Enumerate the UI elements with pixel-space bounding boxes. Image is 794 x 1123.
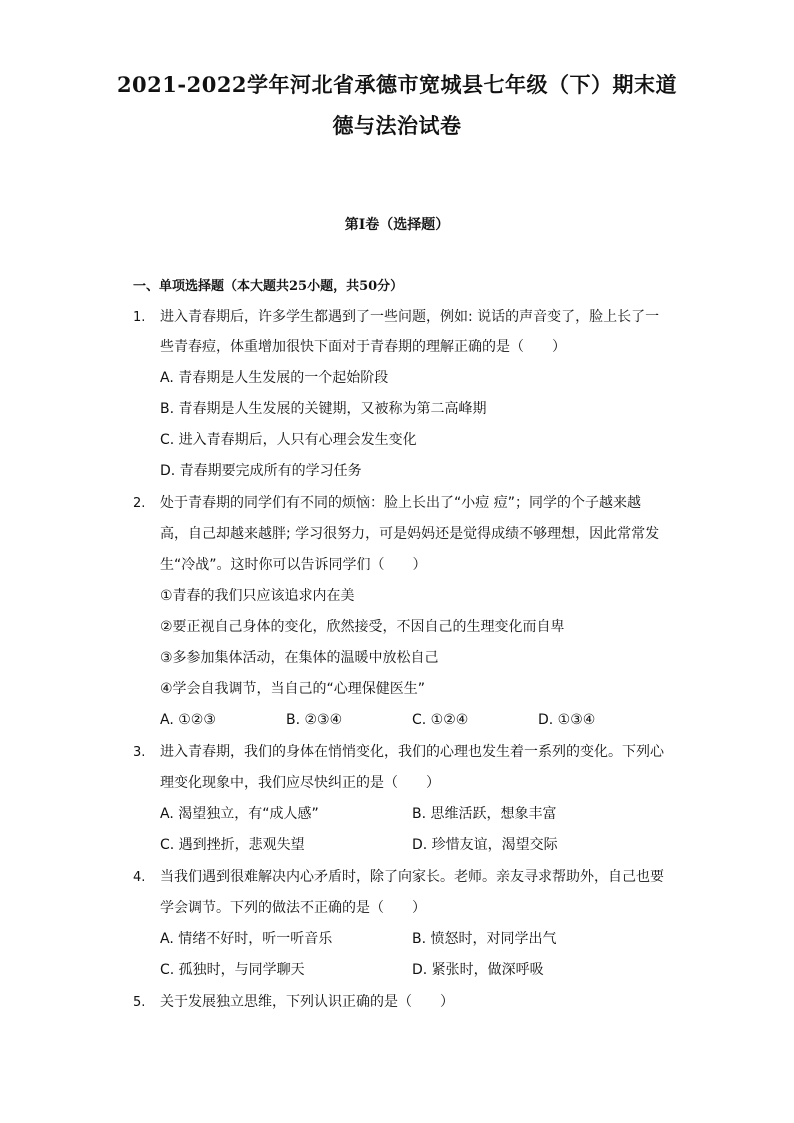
option-c: C. 孤独时，与同学聊天: [160, 962, 305, 978]
question-number: 3.: [133, 745, 146, 760]
option-c: C. ①②④: [412, 712, 469, 728]
statement-4: ④学会自我调节，当自己的“心理保健医生”: [160, 681, 426, 697]
question-number: 1.: [133, 310, 146, 325]
statement-3: ③多参加集体活动，在集体的温暖中放松自己: [160, 650, 439, 666]
option-c: C. 进入青春期后，人只有心理会发生变化: [160, 432, 417, 448]
question-text: 学会调节。下列的做法不正确的是（ ）: [160, 900, 426, 916]
section-heading: 一、单项选择题（本大题共25小题，共50分）: [133, 279, 404, 294]
question-text: 处于青春期的同学们有不同的烦恼：脸上长出了“小痘 痘”；同学的个子越来越: [160, 495, 641, 511]
option-d: D. 青春期要完成所有的学习任务: [160, 463, 362, 479]
option-d: D. 珍惜友谊，渴望交际: [412, 837, 558, 853]
option-d: D. 紧张时，做深呼吸: [412, 962, 544, 978]
option-a: A. 青春期是人生发展的一个起始阶段: [160, 370, 389, 386]
question-number: 5.: [133, 995, 146, 1010]
question-text: 进入青春期，我们的身体在悄悄变化，我们的心理也发生着一系列的变化。下列心: [160, 744, 664, 760]
option-d: D. ①③④: [538, 712, 596, 728]
question-text: 高，自己却越来越胖; 学习很努力，可是妈妈还是觉得成绩不够理想，因此常常发: [160, 526, 660, 542]
question-text: 关于发展独立思维，下列认识正确的是（ ）: [160, 994, 454, 1010]
question-text: 进入青春期后，许多学生都遇到了一些问题，例如: 说话的声音变了，脸上长了一: [160, 309, 660, 325]
question-number: 4.: [133, 870, 146, 885]
option-a: A. 情绪不好时，听一听音乐: [160, 931, 333, 947]
option-a: A. 渴望独立，有“成人感”: [160, 806, 319, 822]
option-b: B. ②③④: [286, 712, 343, 728]
exam-title-line2: 德与法治试卷: [332, 113, 462, 138]
option-b: B. 青春期是人生发展的关键期，又被称为第二高峰期: [160, 401, 487, 417]
question-text: 理变化现象中，我们应尽快纠正的是（ ）: [160, 775, 440, 791]
option-b: B. 愤怒时，对同学出气: [412, 931, 557, 947]
question-number: 2.: [133, 496, 146, 511]
question-text: 生“冷战”。这时你可以告诉同学们（ ）: [160, 557, 427, 573]
statement-1: ①青春的我们只应该追求内在美: [160, 588, 355, 604]
statement-2: ②要正视自己身体的变化，欣然接受，不因自己的生理变化而自卑: [160, 619, 565, 635]
option-c: C. 遇到挫折，悲观失望: [160, 837, 305, 853]
exam-title-line1: 2021-2022学年河北省承德市宽城县七年级（下）期末道: [116, 72, 678, 97]
option-b: B. 思维活跃，想象丰富: [412, 806, 557, 822]
volume-heading: 第I卷（选择题）: [344, 217, 450, 233]
question-text: 当我们遇到很难解决内心矛盾时，除了向家长。老师。亲友寻求帮助外，自己也要: [160, 869, 664, 885]
option-a: A. ①②③: [160, 712, 216, 728]
question-text: 些青春痘，体重增加很快下面对于青春期的理解正确的是（ ）: [160, 339, 566, 355]
